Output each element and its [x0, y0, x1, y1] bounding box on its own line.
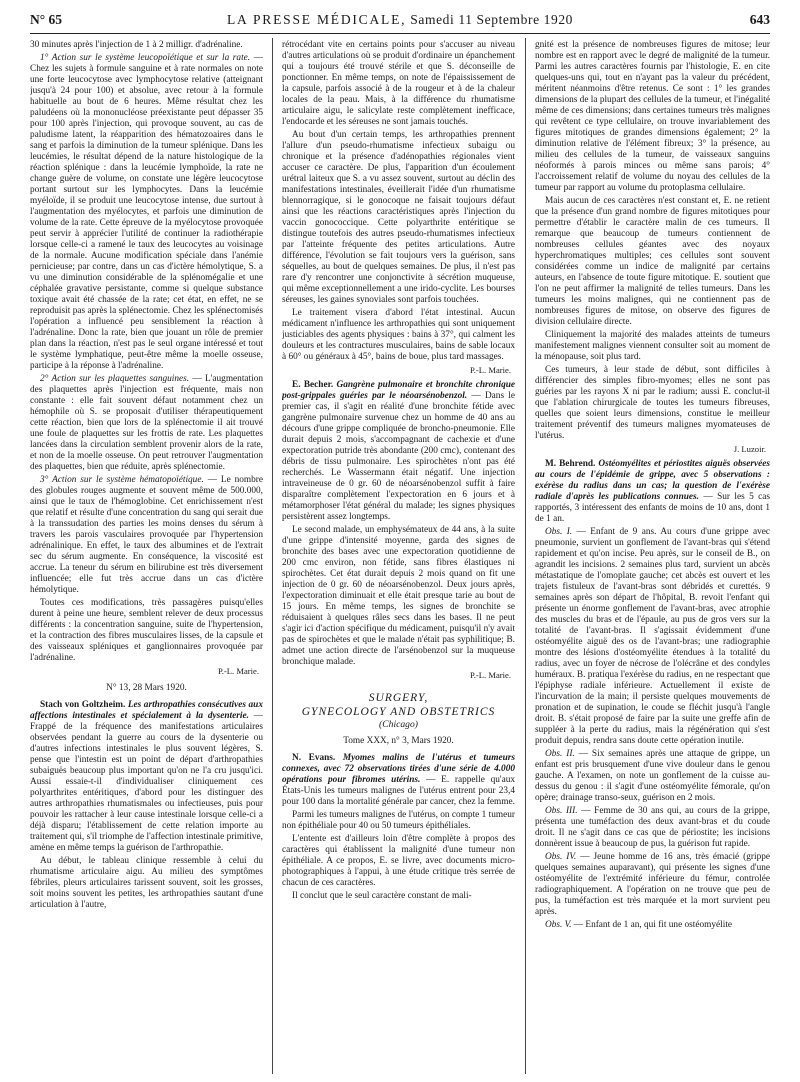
- paragraph-text: — Jeune homme de 16 ans, très émacié (grippe quelques semaines auparavant), qui présente les signes d'une ostéomyélite de l'extrémité inférieure du fémur, controlée radiographiquement. A l'opération on ne trouve que peu de pus, la tuméfaction est très marquée et la mort survient peu après.: [535, 852, 770, 917]
- observation-label: Obs. I.: [545, 527, 573, 537]
- paragraph-text: — L'augmentation des plaquettes après l'injection est fréquente, mais non constante : elle fait souvent défaut notamment chez un hémophile où S. se proposait d'utiliser thérapeutiquement cette réaction, bien que lors de la splénectomie il ait trouvé une foule de plaquettes sur les frottis de rate. Les plaquettes lancées dans la circulation semblent provenir alors de la rate, et non de la moelle osseuse. On peut retrouver l'augmentation des plaquettes, bien que réduite, après splénectomie.: [30, 374, 263, 472]
- header-rule: [30, 33, 770, 34]
- paragraph: Le second malade, un emphysémateux de 44 ans, à la suite d'une grippe d'intensité moyenne, garda des signes de bronchite des bases avec une expectoration quotidienne de 200 cmc environ, non fétide, sans fibres élastiques ni spirochètes. Cet état durait depuis 2 mois quand on fit une injection de 0 gr. 60 de néoarsénobenzol. Deux jours après, l'expectoration diminuait et elle était presque tarie au bout de 15 jours. En même temps, les signes de bronchite se réduisaient à quelques râles secs dans les bases. Il ne peut s'agir ici d'action spécifique du médicament, puisqu'il n'y avait pas de spirochètes et que le malade n'était pas syphilitique; B. admet une action directe de l'arsénobenzol sur la muqueuse bronchique malade.: [282, 525, 515, 667]
- subsection-title: 2° Action sur les plaquettes sanguines.: [40, 374, 190, 384]
- paragraph: Au bout d'un certain temps, les arthropathies prennent l'allure d'un pseudo-rhumatisme infectieux subaigu ou chronique et la présence d'adénopathies régionales vient accuser ce caractère. De plus, l'apparition d'un écoulement urétral laiteux que S. a vu assez souvent, surtout au déclin des manifestations intestinales, éveillerait l'idée d'un rhumatisme blennorragique, si le gonocoque ne faisait toujours défaut ainsi que les réactions caractéristiques après l'injection du vaccin gonococcique. Cette polyarthrite entéritique se distingue toutefois des autres pseudo-rhumatismes infectieux par l'atteinte fréquente des petites articulations. Autre différence, l'évolution se fait toujours vers la guérison, sans séquelles, au bout de quelques semaines. De plus, il n'est pas rare d'y rencontrer une conjonctivite à sécrétion muqueuse, qui même exceptionnellement a une irido-cyclite. Les bourses séreuses, les gaines synoviales sont parfois touchées.: [282, 130, 515, 305]
- journal-date: Samedi 11 Septembre 1920: [410, 12, 574, 27]
- paragraph: [30, 53, 263, 372]
- issue-heading: Tome XXX, n° 3, Mars 1920.: [343, 736, 454, 746]
- observation: [535, 749, 770, 804]
- paragraph-text: — Six semaines après une attaque de grippe, un enfant est pris brusquement d'une vive douleur dans le genou gauche. A l'examen, on note un gonflement de la cuisse au-dessus du genou : il s'agit d'une ostéomyélite fémorale, qu'on opère; drainage transo-seux, guérison en 2 mois.: [535, 749, 770, 803]
- observation-label: Obs. II.: [545, 749, 575, 759]
- subsection-title: 3° Action sur le système hématopoïétique.: [40, 475, 204, 485]
- subsection-title: 1° Action sur le système leucopoïétique et sur la rate.: [40, 53, 251, 63]
- paragraph-text: — Dans le premier cas, il s'agit en réalité d'une bronchite fétide avec gangrène pulmonaire survenue chez un homme de 40 ans au décours d'une grippe compliquée de broncho-pneumonie. Elle durait depuis 2 mois, s'accompagnant de cachexie et d'une expectoration putride très abondante (200 cmc), contenant des débris de tissu pulmonaire. Les spirochètes n'ont pas été recherchés. Le Wassermann était négatif. Une injection intraveineuse de 0 gr. 60 de néoarsénobenzol suffit à faire disparaître complètement l'expectoration en 6 jours et à métamorphoser l'état général du malade; les signes physiques persistèrent assez longtemps.: [282, 391, 515, 522]
- author: E. Becher.: [292, 380, 334, 390]
- paragraph: 30 minutes après l'injection de 1 à 2 milligr. d'adrénaline.: [30, 40, 243, 50]
- paragraph: Le traitement visera d'abord l'état intestinal. Aucun médicament n'influence les arthropathies qui sont uniquement justiciables des agents physiques : bains à 37°, qui calment les douleurs et les contractures musculaires, bains de sable locaux à 60° ou généraux à 45°, bains de boue, plus tard massages.: [282, 308, 515, 362]
- paragraph: Parmi les tumeurs malignes de l'utérus, on compte 1 tumeur non épithéliale pour 40 ou 50 tumeurs épithéliales.: [282, 810, 515, 831]
- paragraph-text: — Enfant de 1 an, qui fit une ostéomyélite: [573, 920, 733, 930]
- signature: P.-L. Marie.: [469, 365, 511, 375]
- paragraph: Ces tumeurs, à leur stade de début, sont difficiles à différencier des simples fibro-myomes; elles ne sont pas guéries par les rayons X ni par le radium; aussi E. conclut-il que l'ablation chirurgicale de toutes les tumeurs fibreuses, quelles que soient leurs dimensions, constitue le meilleur traitement préventif des tumeurs malignes myomateuses de l'utérus.: [535, 365, 770, 441]
- paragraph: L'entente est d'ailleurs loin d'être complète à propos des caractères qui établissent la malignité d'une tumeur non épithéliale. A ce propos, E. se livre, avec documents micro-photographiques à l'appui, à une étude critique très serrée de chacun de ces caractères.: [282, 834, 515, 888]
- signature: P.-L. Marie.: [217, 666, 259, 676]
- paragraph: Cliniquement la majorité des malades atteints de tumeurs manifestement malignes viennent consulter soit au moment de la ménopause, soit plus tard.: [535, 330, 770, 362]
- journal-name: LA PRESSE MÉDICALE,: [226, 12, 407, 27]
- abstract-paragraph: [282, 380, 515, 523]
- article-title: Ostéomyélites et périostites aiguës observées au cours de l'épidémie de grippe, avec 5 observations : exérèse du radius dans un cas; la question de l'exérèse radiale d'après les publications connues.: [535, 459, 770, 502]
- abstract-paragraph: [282, 753, 515, 808]
- paragraph: Mais aucun de ces caractères n'est constant et, E. ne retient que la présence d'un grand nombre de figures mitotiques pour permettre d'établir le caractère malin de ces tumeurs. Il remarque que beaucoup de tumeurs contiennent de nombreuses cellules géantes avec des noyaux hyperchromatiques multiples; ces cellules sont souvent considérées comme un indice de malignité par certains auteurs, en l'absence de toute figure mitotique. E. soutient que l'on ne peut affirmer la malignité de telles tumeurs. Dans les tumeurs les moins malignes, qui ne contiennent pas de nombreuses figures de mitose, on observe des figures de division cellulaire directe.: [535, 196, 770, 327]
- column-divider-1: [272, 38, 273, 1074]
- observation-label: Obs. V.: [545, 920, 572, 930]
- section-title: SURGERY,: [368, 692, 429, 704]
- observation: [535, 852, 770, 918]
- abstract-paragraph: [535, 459, 770, 525]
- paragraph: Au début, le tableau clinique ressemble à celui du rhumatisme articulaire aigu. Au milieu des symptômes fébriles, pleurs articulaires tarissent souvent, soit les grosses, soit moins souvent les petites, les arthropathies sautant d'une articulation à l'autre,: [30, 856, 263, 910]
- observation: [535, 527, 770, 747]
- paragraph-text: — E. rappelle qu'aux États-Unis les tumeurs malignes de l'utérus entrent pour 23,4 pour 100 dans la mortalité générale par cancer, chez la femme.: [282, 775, 515, 807]
- observation-label: Obs. III.: [545, 806, 578, 816]
- paragraph: [30, 374, 263, 473]
- page-header: [30, 10, 770, 30]
- observation: [535, 920, 770, 931]
- paragraph: Toutes ces modifications, très passagères puisqu'elles durent à peine une heure, semblent relever de deux processus différents : la concentration sanguine, suite de l'hypertension, et la contraction des fibres musculaires lisses, de la capsule et des vaisseaux spléniques et ganglionnaires provoquée par l'adrénaline.: [30, 598, 263, 663]
- author: Stach von Goltzheim.: [40, 700, 126, 710]
- observation-label: Obs. IV.: [545, 852, 577, 862]
- article-title: Myomes malins de l'utérus et tumeurs connexes, avec 72 observations tirées d'une série de 4.000 opérations pour fibromes utérins.: [282, 753, 515, 785]
- issue-heading: N° 13, 28 Mars 1920.: [106, 683, 187, 693]
- page-number: 643: [749, 12, 770, 27]
- journal-title: [30, 12, 770, 28]
- article-title: Gangrène pulmonaire et bronchite chronique post-grippales guéries par le néoarsénobenzol.: [282, 380, 515, 401]
- paragraph-text: — Enfant de 9 ans. Au cours d'une grippe avec pneumonie, survient un gonflement de l'avant-bras qui s'étend rapidement et qu'on incise. Peu après, sur le conseil de B., on agrandit les incisions. 2 semaines plus tard, survient un abcès métastatique de l'omoplate gauche; cet abcès est ouvert et les trajets fistuleux de l'avant-bras sont débridés et curettés. 9 semaines après son départ de l'hôpital, B. revoit l'enfant qui présente un énorme gonflement de l'avant-bras, avec atrophie des muscles du bras et de l'épaule, au pus de gros vers sur la totalité de l'avant-bras. Il s'agissait évidemment d'une ostéomyélite aiguë des os de l'avant-bras; une radiographie montre des lésions d'ostéomyélite étendues à la totalité du radius, avec un foyer de nécrose de l'olécrâne et des condyles huméraux. B. pratiqua l'exérèse du radius, en ne respectant que l'épiphyse radiale inférieure. Actuellement il existe de l'incurvation de la main; il persiste quelques mouvements de pronation et de supination, le coude se fléchit jusqu'à l'angle droit. B. s'était proposé de faire par la suite une greffe afin de suppléer à la perte du radius, mais la régénération qui s'est produit depuis, rendra sans doute cette opération inutile.: [535, 527, 770, 746]
- paragraph-text: — Le nombre des globules rouges augmente et souvent même de 500.000, ainsi que le taux de l'hémoglobine. Cet enrichissement n'est que relatif et résulte d'une concentration du sang qui serait due à la transsudation des parties les moins denses du sérum à travers les parois vasculaires provoquée par l'hypertension adrénalinique. En effet, le taux des albumines et de l'extrait sec du sérum augmente. En conséquence, la viscosité est accrue. La teneur du sérum en bilirubine est très diversement influencée; elle fut très accrue dans un cas d'ictère hémolytique.: [30, 475, 263, 595]
- author: M. Behrend.: [545, 459, 596, 469]
- section-subtitle: (Chicago): [379, 719, 418, 730]
- paragraph-text: — Sur les 5 cas rapportés, 3 intéressent des enfants de moins de 10 ans, dont 1 de 1 an.: [535, 492, 770, 524]
- column-3: [535, 40, 770, 1072]
- column-2: [282, 40, 515, 1072]
- author: N. Evans.: [292, 753, 336, 763]
- paragraph: Il conclut que le seul caractère constant de mali-: [292, 891, 472, 901]
- paragraph-text: — Frappé de la fréquence des manifestations articulaires observées pendant la guerre au cours de la dysenterie ou d'autres infections intestinales le plus souvent légères, S. pense que l'intestin est un point de départ d'arthropathies subaiguës beaucoup plus important qu'on ne l'a cru jusqu'ici. Aussi essaie-t-il d'individualiser cliniquement ces polyarthrites entéritiques, d'abord pour les distinguer des autres arthropathies rhumatismales ou infectieuses, puis pour pouvoir les rattacher à leur cause intestinale lorsque celle-ci a déjà disparu; l'établissement de cette relation importe au traitement qui, s'il triomphe de l'affection intestinale primitive, amène en même temps la guérison de l'arthropathie.: [30, 711, 263, 853]
- paragraph-text: — Femme de 30 ans qui, au cours de la grippe, présenta une tuméfaction des deux avant-bras et du coude droit. Il ne s'agit dans ce cas que de périostite; les incisions donnèrent issue à beaucoup de pus, la guérison fut rapide.: [535, 806, 770, 849]
- signature: J. Luzoir.: [733, 444, 766, 454]
- paragraph: gnité est la présence de nombreuses figures de mitose; leur nombre est en rapport avec le degré de malignité de la tumeur. Parmi les autres caractères fournis par l'histologie, E. en cite quelques-uns qui, tout en n'ayant pas la valeur du précédent, méritent néanmoins d'être retenus. Ce sont : 1° les grandes dimensions de la plupart des cellules de la tumeur, et l'inégalité même de ces dimensions; dans certaines tumeurs très malignes qui revêtent ce type cellulaire, on trouve invariablement des figures mitotiques de grandes dimensions également; 2° la diminution relative de l'élément fibreux; 3° la présence, au milieu des cellules de la tumeur, de vaisseaux sanguins néoformés à parois minces ou même sans parois; 4° l'accroissement relatif de volume du noyau des cellules de la tumeur par rapport au volume du protoplasma cellulaire.: [535, 40, 770, 193]
- paragraph-text: — Chez les sujets à formule sanguine et à rate normales on note une forte leucocytose avec lymphocytose relative (atteignant jusqu'à 24 pour 100) et absolue, avec retour à la formule habituelle au bout de 6 heures. Même résultat chez les paludéens où la mononucléose préexistante peut dépasser 35 pour 100 après l'injection, qui provoque souvent, au cas de paludisme latent, la réapparition des hématozoaires dans le sang et parfois la diminution de la tumeur splénique. Dans les leucémies, le résultat dépend de la nature histologique de la réaction splénique : dans la leucémie lymphoïde, la rate ne change guère de volume, on constate une légère leucocytose portant surtout sur les lymphocytes. Dans la leucémie myéloïde, il se produit une leucocytose intense, due surtout à l'augmentation des myélocytes, et parfois une diminution de volume de la rate. Cette épreuve de la myélocytose provoquée peut servir à apprécier l'utilité de continuer la radiothérapie lorsque celle-ci a ramené le taux des leucocytes au voisinage de la normale. Aucune modification spéciale dans l'anémie pernicieuse; par contre, dans un cas d'ictère hémolytique, S. a vu une diminution considérable de la splénomégalie et une céphalée gravative persistante, comme si quelque substance toxique avait été chassée de la rate; cet état, en effet, ne se reproduisit pas après la splénectomie. Chez les splénectomisés l'opération a influencé peu sensiblement la réaction à l'adrénaline. Donc la rate, bien que jouant un rôle de premier plan dans la réaction, n'est pas le seul organe intéressé et tout le système lymphatique, peut-être même la moelle osseuse, participe à la réponse à l'adrénaline.: [30, 53, 263, 371]
- section-title-line-2: GYNECOLOGY AND OBSTETRICS: [301, 706, 496, 718]
- column-1: [30, 40, 263, 1072]
- column-divider-2: [525, 38, 526, 1074]
- paragraph: [30, 475, 263, 596]
- paragraph: rétrocédant vite en certains points pour s'accuser au niveau d'autres articulations où se produit d'ordinaire un épanchement qui a toujours été trouvé stérile et que S. déconseille de ponctionner. En même temps, on note de l'épaississement de la capsule, parfois associé à de la rougeur et à de la chaleur locales de la peau. Mais, à la différence du rhumatisme articulaire aigu, le salicylate reste complètement inefficace, l'endocarde et les séreuses ne sont jamais touchés.: [282, 40, 515, 127]
- abstract-paragraph: [30, 700, 263, 854]
- signature: P.-L. Marie.: [469, 670, 511, 680]
- observation: [535, 806, 770, 850]
- article-title: Les arthropathies consécutives aux affections intestinales et spécialement à la dysenterie.: [30, 700, 263, 721]
- issue-number: N° 65: [30, 12, 63, 27]
